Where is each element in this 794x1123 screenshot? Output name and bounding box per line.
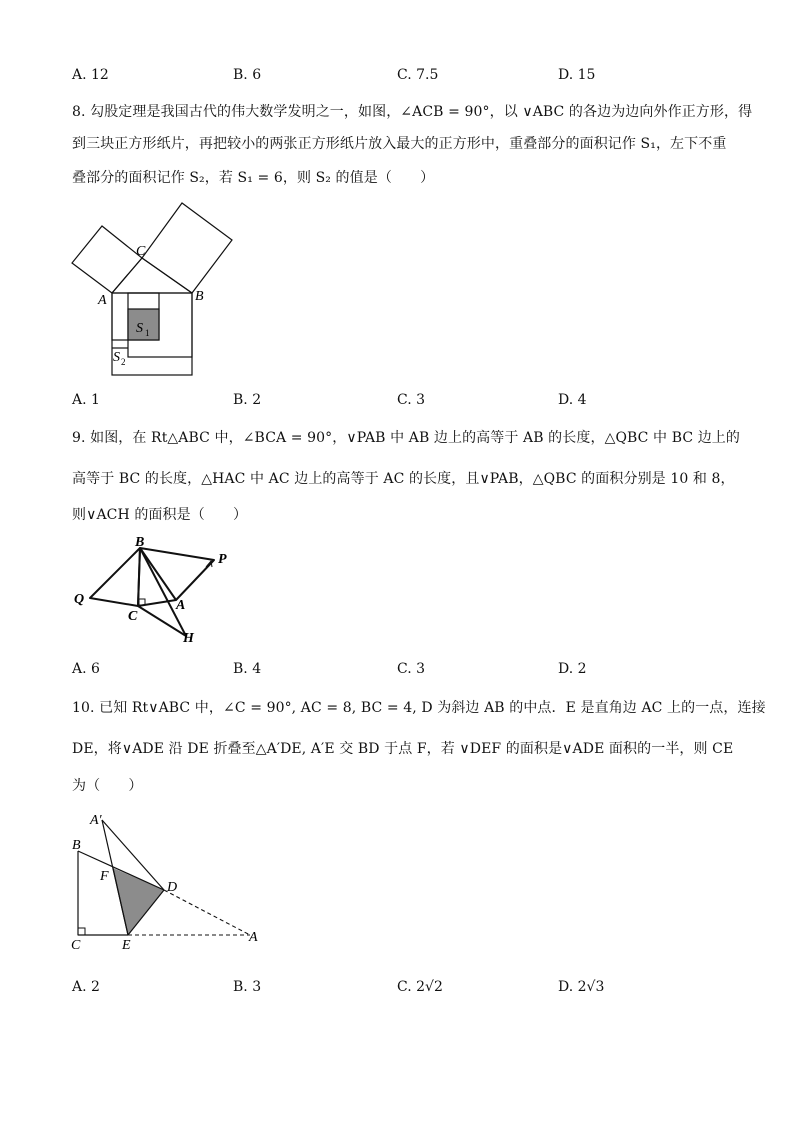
q9-text-line-2: 高等于 BC 的长度，△HAC 中 AC 边上的高等于 AC 的长度，且∨PAB，△QBC 的面积分别是 10 和 8，: [72, 471, 735, 487]
q8-option-c[interactable]: C. 3: [397, 392, 426, 408]
q9-triangle-pab: [140, 548, 214, 600]
q10-label-d: D: [167, 880, 178, 895]
q9-label-p: P: [218, 552, 227, 567]
q10-text-line-3: 为（ ）: [72, 778, 143, 794]
q9-option-d[interactable]: D. 2: [558, 661, 587, 677]
q8-square-bc: [142, 203, 232, 293]
q10-label-f: F: [100, 869, 109, 884]
q8-square-ac: [72, 226, 142, 293]
q10-dashed-da: [164, 890, 250, 935]
q8-triangle: [112, 258, 192, 293]
q10-option-c[interactable]: C. 2√2: [397, 979, 443, 995]
q10-figure: [66, 808, 266, 958]
q10-label-b: B: [72, 838, 81, 853]
q7-option-c[interactable]: C. 7.5: [397, 67, 439, 83]
q10-label-c: C: [71, 938, 81, 953]
q8-s1-region: [128, 309, 159, 340]
q10-label-a-prime: A′: [90, 813, 102, 828]
q8-option-a[interactable]: A. 1: [72, 392, 100, 408]
q9-side-bc: [138, 548, 140, 606]
q8-label-s2-sub: 2: [121, 357, 126, 367]
q9-label-a: A: [176, 598, 186, 613]
q10-option-a[interactable]: A. 2: [72, 979, 100, 995]
q9-label-c: C: [128, 609, 138, 624]
q7-option-a[interactable]: A. 12: [72, 67, 109, 83]
q9-option-b[interactable]: B. 4: [233, 661, 262, 677]
q9-label-q: Q: [74, 592, 85, 607]
q7-option-d[interactable]: D. 15: [558, 67, 596, 83]
q10-text-line-2: DE，将∨ADE 沿 DE 折叠至△A′DE, A′E 交 BD 于点 F，若 ∨DEF 的面积是∨ADE 面积的一半，则 CE: [72, 741, 734, 757]
q8-text-line-2: 到三块正方形纸片，再把较小的两张正方形纸片放入最大的正方形中，重叠部分的面积记作 S₁，左下不重: [72, 136, 727, 152]
q10-label-e: E: [122, 938, 131, 953]
q9-label-b: B: [135, 535, 145, 550]
q10-option-b[interactable]: B. 3: [233, 979, 262, 995]
q8-label-s1-sub: 1: [145, 328, 150, 338]
q10-text-line-1: 10. 已知 Rt∨ABC 中，∠C = 90°, AC = 8, BC = 4, D 为斜边 AB 的中点．E 是直角边 AC 上的一点，连接: [72, 700, 766, 716]
q10-option-d[interactable]: D. 2√3: [558, 979, 605, 995]
q7-option-b[interactable]: B. 6: [233, 67, 262, 83]
q8-option-b[interactable]: B. 2: [233, 392, 262, 408]
q9-option-a[interactable]: A. 6: [72, 661, 100, 677]
q9-figure: [68, 532, 243, 647]
q9-triangle-qbc: [90, 548, 140, 606]
q9-text-line-1: 9. 如图，在 Rt△ABC 中，∠BCA = 90°，∨PAB 中 AB 边上的高等于 AB 的长度，△QBC 中 BC 边上的: [72, 430, 740, 446]
q8-label-b: B: [195, 289, 204, 304]
q8-option-d[interactable]: D. 4: [558, 392, 587, 408]
q8-label-s2: S: [113, 350, 120, 365]
q8-label-a: A: [98, 293, 107, 308]
q9-option-c[interactable]: C. 3: [397, 661, 426, 677]
q10-right-angle-mark: [78, 928, 85, 935]
q8-text-line-1: 8. 勾股定理是我国古代的伟大数学发明之一，如图，∠ACB = 90°，以 ∨ABC 的各边为边向外作正方形，得: [72, 104, 753, 120]
q8-figure: [60, 198, 250, 383]
q9-label-h: H: [183, 631, 194, 646]
q8-text-line-3: 叠部分的面积记作 S₂，若 S₁ = 6，则 S₂ 的值是（ ）: [72, 170, 435, 186]
q8-label-s1: S: [136, 321, 143, 336]
q8-label-c: C: [136, 244, 146, 259]
q10-label-a: A: [249, 930, 258, 945]
q9-text-line-3: 则∨ACH 的面积是（ ）: [72, 507, 248, 523]
